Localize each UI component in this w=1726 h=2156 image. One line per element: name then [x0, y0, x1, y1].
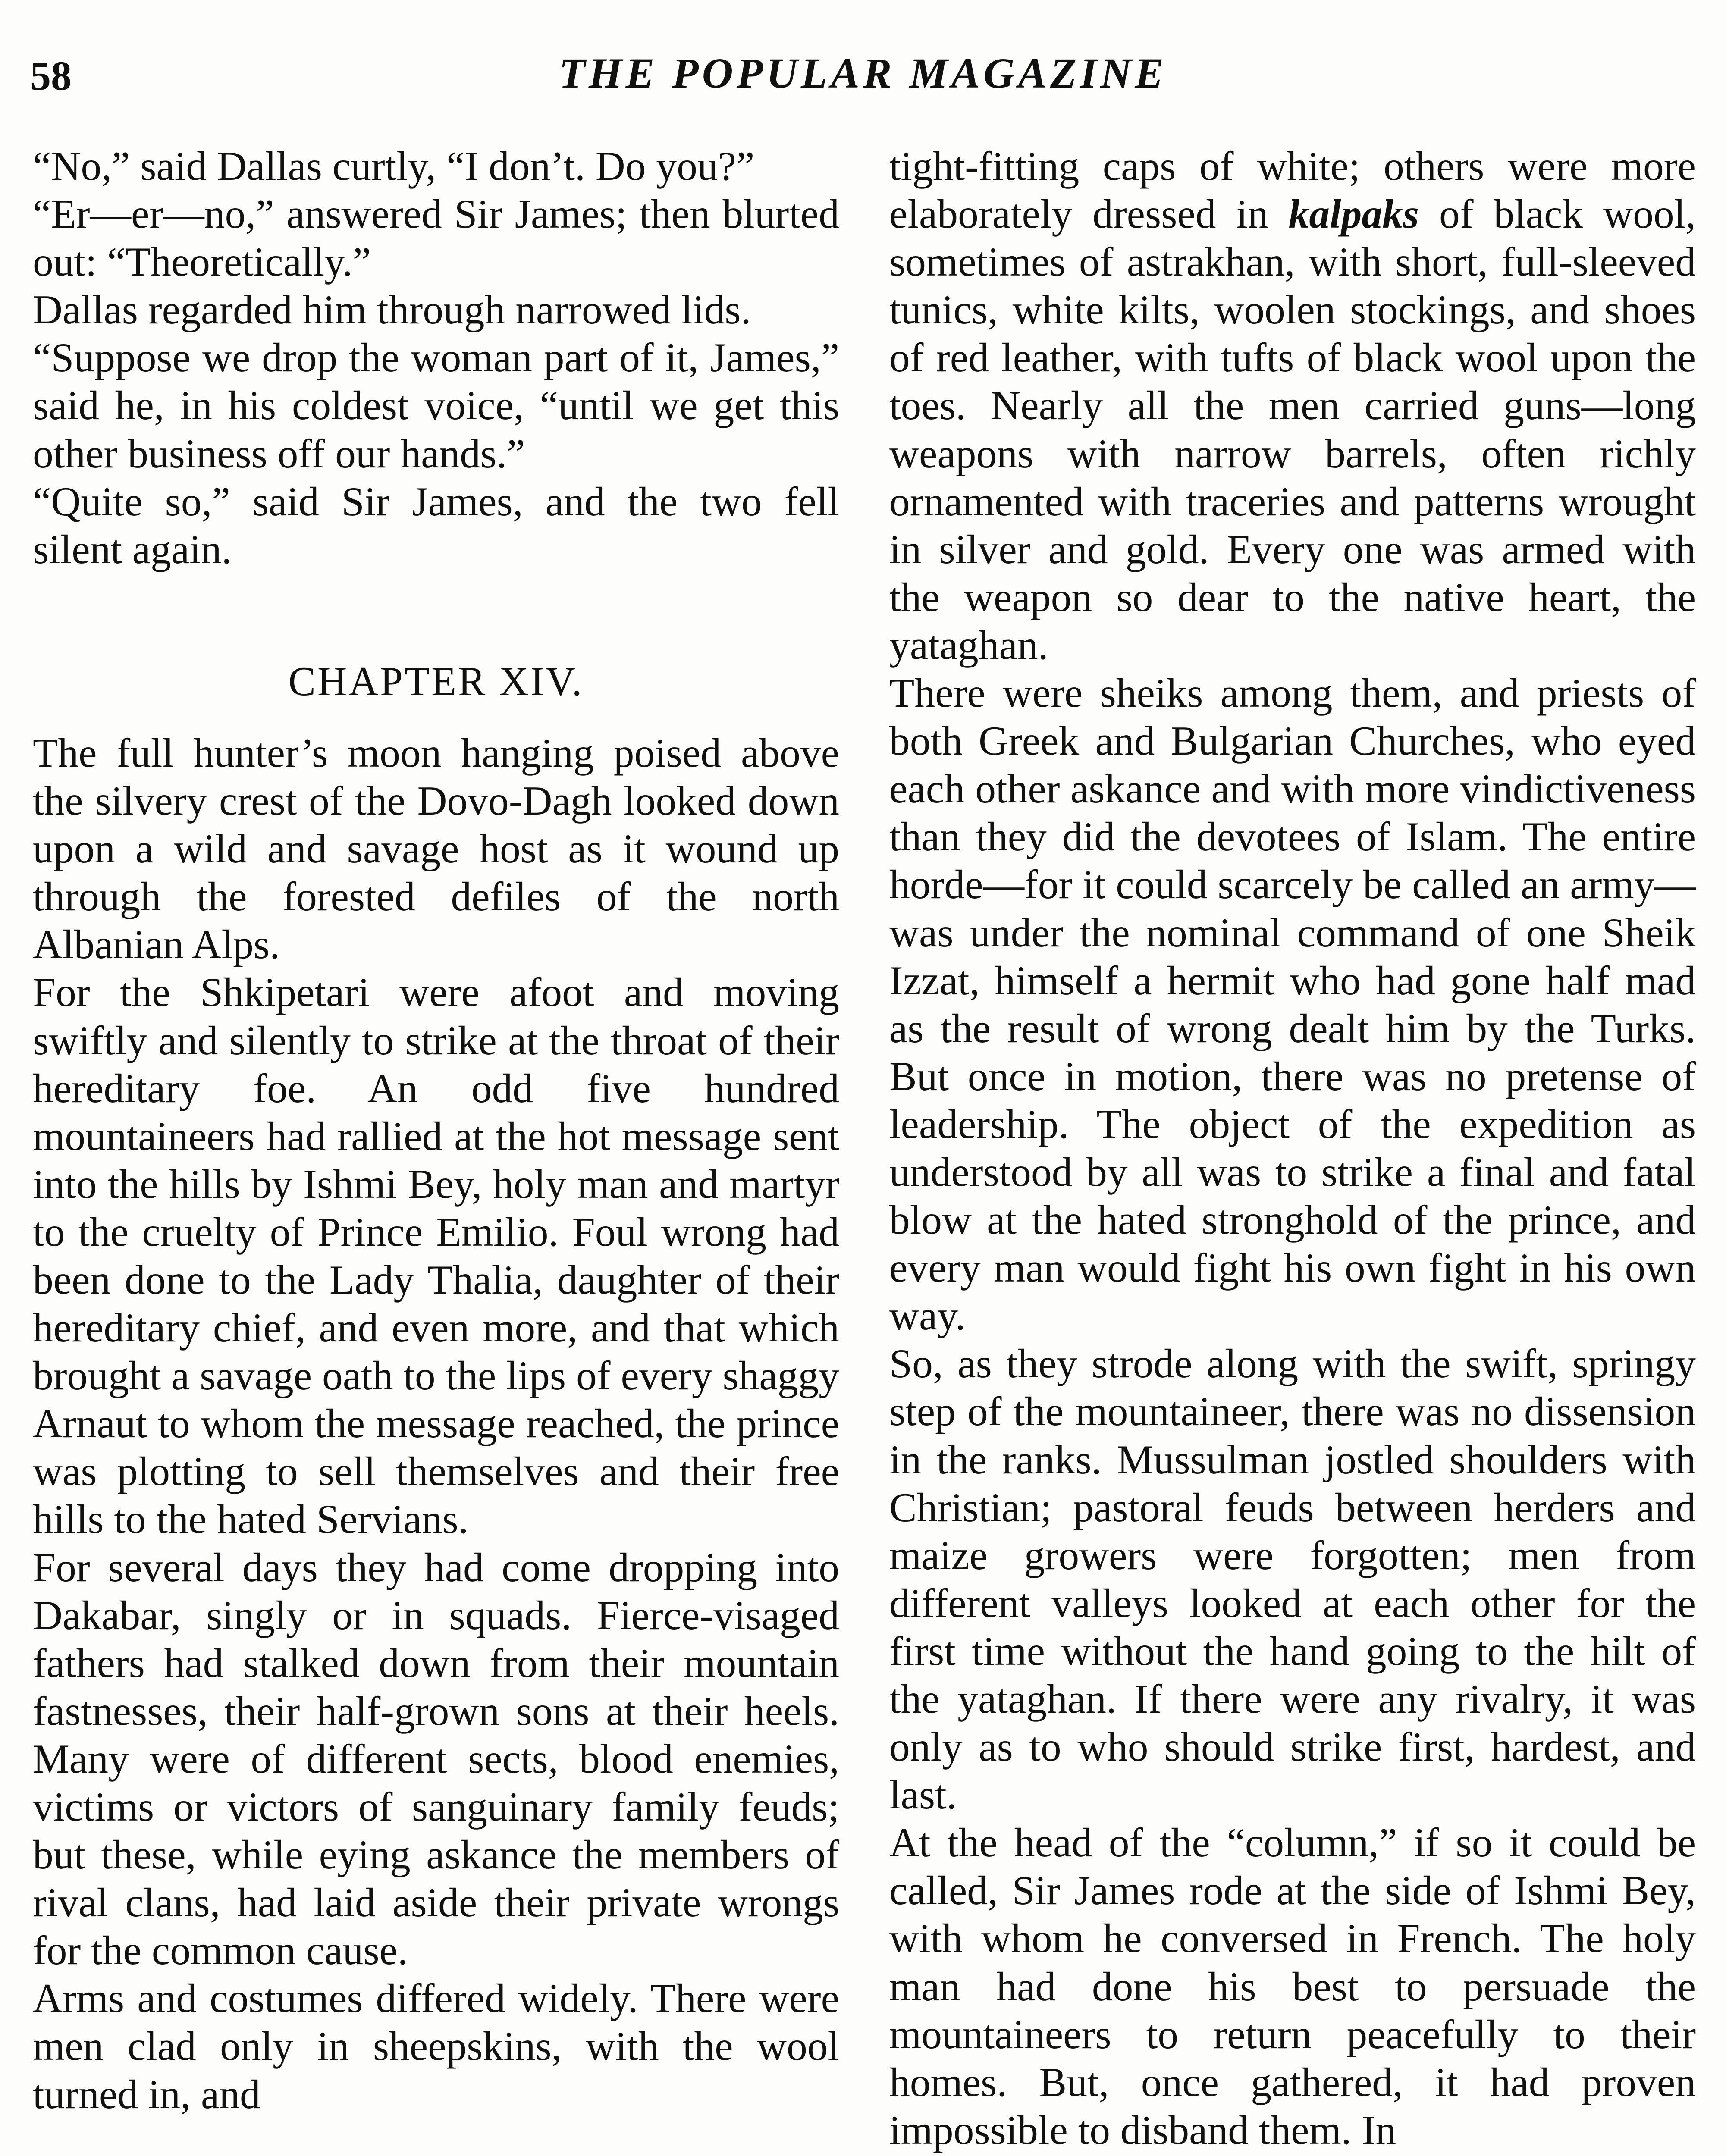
paragraph: So, as they strode along with the swift, springy step of the mountaineer, there was no dissension in the ranks. Mussulman jostled shoulders with Christian; pastoral feuds between herders and maize growers were forgotten; men from different valleys looked at each other for the first time without the hand going to the hilt of the yataghan. If there were any rivalry, it was only as to who should strike first, hardest, and last.: [889, 1341, 1696, 1818]
running-title: THE POPULAR MAGAZINE: [559, 49, 1167, 97]
paragraph: At the head of the “column,” if so it could be called, Sir James rode at the side of Ishmi Bey, with whom he conversed in French. The holy man had done his best to persuade the mountaineers to return peacefully to their homes. But, once gathered, it had proven impossible to disband them. In: [889, 1820, 1696, 2153]
paragraph: The full hunter’s moon hanging poised above the silvery crest of the Dovo-Dagh looked down upon a wild and savage host as it wound up through the forested defiles of the north Albanian Alps.: [33, 730, 839, 968]
continued-paragraph: [889, 142, 1696, 669]
paragraph: “Er—er—no,” answered Sir James; then blurted out: “Theoretically.”: [33, 191, 839, 285]
left-column: [33, 142, 839, 2118]
paragraph: Arms and costumes differed widely. There were men clad only in sheepskins, with the wool turned in, and: [33, 1975, 839, 2117]
paragraph: Dallas regarded him through narrowed lids.: [33, 287, 751, 333]
paragraph: There were sheiks among them, and priests of both Greek and Bulgarian Churches, who eyed each other askance and with more vindictiveness than they did the devotees of Islam. The entire horde—for it could scarcely be called an army—was under the nominal command of one Sheik Izzat, himself a hermit who had gone half mad as the result of wrong dealt him by the Turks. But once in motion, there was no pretense of leadership. The object of the expedition as understood by all was to strike a final and fatal blow at the hated stronghold of the prince, and every man would fight his own fight in his own way.: [889, 670, 1696, 1339]
chapter-heading: CHAPTER XIV.: [288, 658, 584, 704]
paragraph: “Quite so,” said Sir James, and the two fell silent again.: [33, 478, 839, 572]
paragraph-text: tight-fitting caps of white; others were more elaborately dressed in: [889, 143, 1696, 237]
paragraph: “Suppose we drop the woman part of it, James,” said he, in his coldest voice, “until we get this other business off our hands.”: [33, 335, 839, 476]
paragraph: For several days they had come dropping into Dakabar, singly or in squads. Fierce-visaged fathers had stalked down from their mountain fastnesses, their half-grown sons at their heels. Many were of different sects, blood enemies, victims or victors of sanguinary family feuds; but these, while eying askance the members of rival clans, had laid aside their private wrongs for the common cause.: [33, 1544, 839, 1974]
paragraph: “No,” said Dallas curtly, “I don’t. Do you?”: [33, 143, 755, 189]
page-number: 58: [30, 53, 72, 99]
emphasized-word: kalpaks: [1288, 191, 1419, 237]
right-column: [889, 142, 1696, 2154]
paragraph-text: of black wool, sometimes of astrakhan, with short, full-sleeved tunics, white kilts, woolen stockings, and shoes of red leather, with tufts of black wool upon the toes. Nearly all the men carried guns—long weapons with narrow barrels, often richly ornamented with traceries and patterns wrought in silver and gold. Every one was armed with the weapon so dear to the native heart, the yataghan.: [889, 191, 1696, 668]
paragraph: For the Shkipetari were afoot and moving swiftly and silently to strike at the throat of their hereditary foe. An odd five hundred mountaineers had rallied at the hot message sent into the hills by Ishmi Bey, holy man and martyr to the cruelty of Prince Emilio. Foul wrong had been done to the Lady Thalia, daughter of their hereditary chief, and even more, and that which brought a savage oath to the lips of every shaggy Arnaut to whom the message reached, the prince was plotting to sell themselves and their free hills to the hated Servians.: [33, 969, 839, 1542]
